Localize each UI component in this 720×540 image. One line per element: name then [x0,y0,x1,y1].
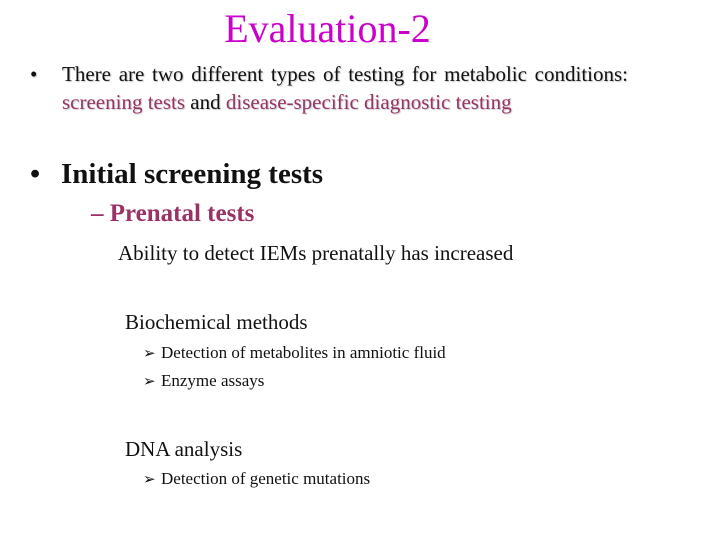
intro-paragraph [30,60,628,116]
bullet-icon: • [30,62,38,86]
arrow-bullet-icon: ➢ [143,470,156,488]
slide-title: Evaluation-2 [224,6,431,51]
list-item-text: Detection of metabolites in amniotic fluid [161,343,446,362]
arrow-bullet-icon: ➢ [143,344,156,362]
subheading-prenatal-tests: – Prenatal tests [91,200,255,227]
list-item [143,468,370,490]
list-item [143,342,446,364]
intro-text-before: There are two different types of testing for metabolic conditions: [62,62,628,86]
term-diagnostic-testing: disease-specific diagnostic testing [225,90,512,114]
list-item [143,370,264,392]
group-label-dna: DNA analysis [125,437,243,461]
section-heading-text: Initial screening tests [61,158,324,190]
section-heading [30,156,323,192]
list-item-text: Enzyme assays [161,371,265,390]
list-item-text: Detection of genetic mutations [161,469,371,488]
group-label-biochemical: Biochemical methods [125,310,308,334]
bullet-icon: • [30,158,41,190]
statement-text: Ability to detect IEMs prenatally has increased [118,241,514,265]
intro-text-mid: and [185,90,226,114]
term-screening-tests: screening tests [62,90,186,114]
arrow-bullet-icon: ➢ [143,372,156,390]
